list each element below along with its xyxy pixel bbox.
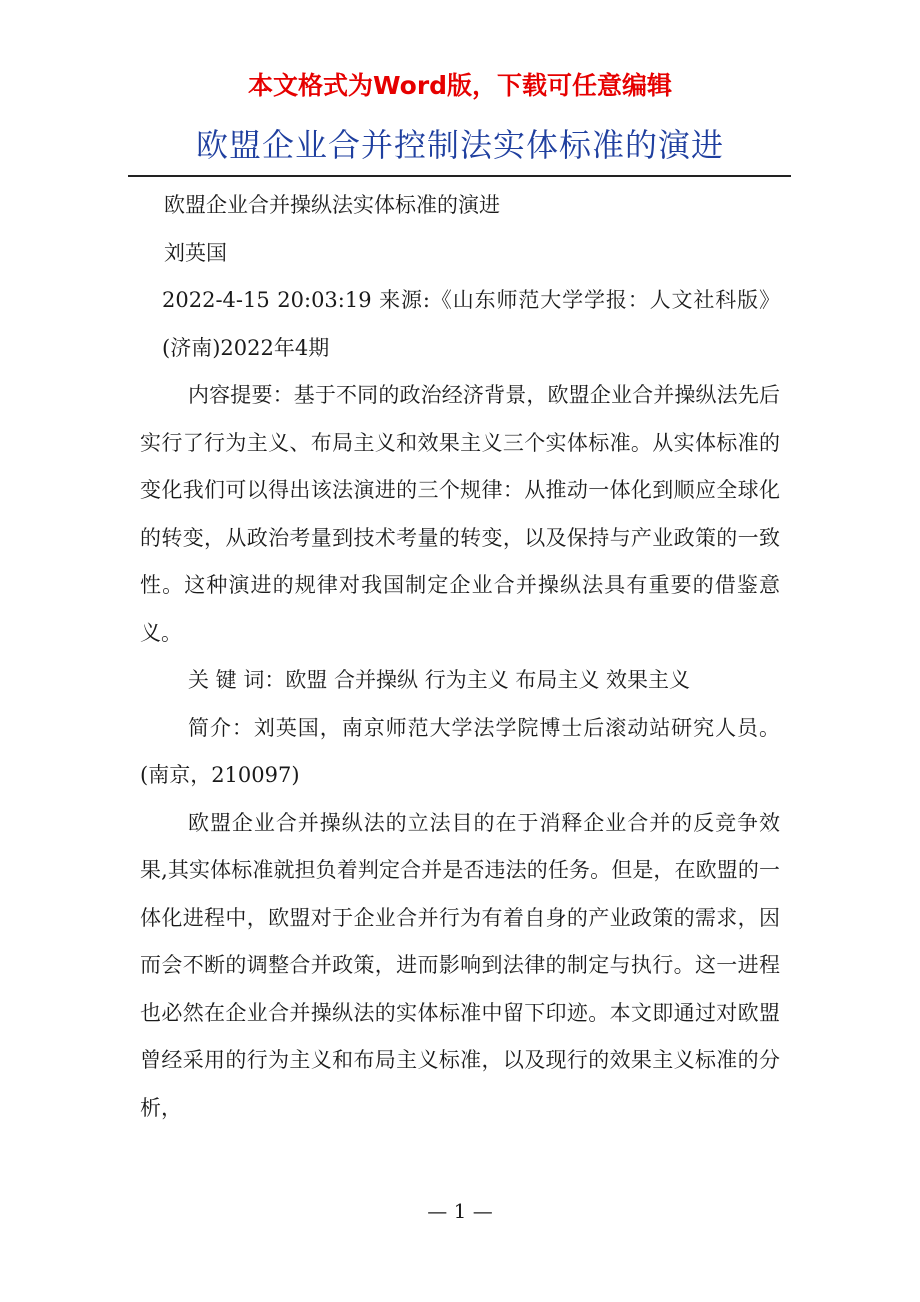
article-heading: 欧盟企业合并操纵法实体标准的演进 [164,193,500,217]
page-number: — 1 — [427,1199,493,1223]
author-bio: 简介：刘英国，南京师范大学法学院博士后滚动站研究人员。(南京，210097) [140,715,780,787]
article-abstract: 内容提要：基于不同的政治经济背景，欧盟企业合并操纵法先后实行了行为主义、布局主义和效果主义三个实体标准。从实体标准的变化我们可以得出该法演进的三个规律：从推动一体化到顺应全球化的转变，从政治考量到技术考量的转变，以及保持与产业政策的一致性。这种演进的规律对我国制定企业合并操纵法具有重要的借鉴意义。 [140,383,780,645]
title-divider [128,175,791,177]
article-meta: 2022-4-15 20:03:19 来源:《山东师范大学学报：人文社科版》(济南)2022年4期 [162,288,780,360]
article-keywords: 关 键 词：欧盟 合并操纵 行为主义 布局主义 效果主义 [188,668,691,692]
word-format-notice: 本文格式为Word版，下载可任意编辑 [247,71,673,100]
document-title: 欧盟企业合并控制法实体标准的演进 [195,126,724,164]
article-author: 刘英国 [164,240,227,265]
article-content [140,182,780,1132]
article-body: 欧盟企业合并操纵法的立法目的在于消释企业合并的反竞争效果,其实体标准就担负着判定合并是否违法的任务。但是，在欧盟的一体化进程中，欧盟对于企业合并行为有着自身的产业政策的需求，因而会不断的调整合并政策，进而影响到法律的制定与执行。这一进程也必然在企业合并操纵法的实体标准中留下印迹。本文即通过对欧盟曾经采用的行为主义和布局主义标准，以及现行的效果主义标准的分析， [140,810,780,1120]
